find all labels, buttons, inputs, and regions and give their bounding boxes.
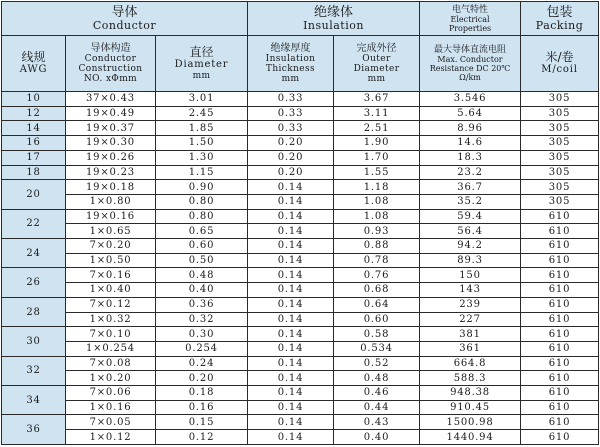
packing-cell: 610 — [521, 415, 599, 430]
construction-cell: 37×0.43 — [66, 92, 156, 107]
resistance-unit: Ω/km — [459, 73, 481, 82]
table-row — [2, 371, 599, 386]
table-row — [2, 415, 599, 430]
thickness-cell: 0.14 — [248, 327, 334, 342]
table-row — [2, 268, 599, 283]
header-electrical — [420, 2, 521, 36]
outer-cell: 0.40 — [334, 430, 420, 445]
packing-cell: 305 — [521, 136, 599, 151]
header-diameter — [156, 36, 248, 92]
awg-cell: 26 — [2, 268, 66, 297]
thickness-cell: 0.14 — [248, 209, 334, 224]
resistance-cell: 94.2 — [420, 239, 521, 254]
insulation-en: Insulation — [303, 18, 364, 32]
resistance-en1: Max. Conductor — [437, 55, 503, 64]
awg-cell: 34 — [2, 386, 66, 415]
outer-cell: 1.55 — [334, 165, 420, 180]
header-thickness — [248, 36, 334, 92]
resistance-cell: 150 — [420, 268, 521, 283]
electrical-zh: 电气特性 — [452, 4, 489, 15]
diameter-cell: 0.24 — [156, 356, 248, 371]
construction-cell: 1×0.12 — [66, 430, 156, 445]
packing-cell: 305 — [521, 194, 599, 209]
diameter-cell: 0.254 — [156, 341, 248, 356]
construction-en1: Conductor — [84, 54, 137, 64]
outer-cell: 0.60 — [334, 312, 420, 327]
thickness-unit: mm — [281, 74, 300, 84]
conductor-en: Conductor — [92, 18, 157, 32]
thickness-cell: 0.14 — [248, 430, 334, 445]
outer-cell: 0.46 — [334, 386, 420, 401]
diameter-cell: 0.32 — [156, 312, 248, 327]
awg-en: AWG — [19, 64, 48, 75]
packing-cell: 305 — [521, 106, 599, 121]
outer-cell: 1.08 — [334, 194, 420, 209]
awg-cell: 24 — [2, 239, 66, 268]
outer-unit: mm — [367, 74, 386, 84]
packing-cell: 610 — [521, 209, 599, 224]
diameter-cell: 0.15 — [156, 415, 248, 430]
table-row — [2, 180, 599, 195]
outer-cell: 0.48 — [334, 371, 420, 386]
awg-zh: 线规 — [21, 50, 46, 64]
awg-cell: 30 — [2, 327, 66, 356]
diameter-en: Diameter — [174, 59, 229, 70]
header-conductor — [2, 2, 248, 36]
thickness-en2: Thickness — [265, 64, 316, 74]
packing-zh: 包装 — [546, 4, 573, 20]
diameter-cell: 0.65 — [156, 224, 248, 239]
thickness-cell: 0.14 — [248, 253, 334, 268]
resistance-cell: 239 — [420, 297, 521, 312]
construction-en2: Construction — [78, 64, 143, 74]
diameter-unit: mm — [192, 71, 211, 81]
resistance-cell: 3.546 — [420, 92, 521, 107]
packing-cell: 305 — [521, 92, 599, 107]
table-row — [2, 136, 599, 151]
resistance-cell: 227 — [420, 312, 521, 327]
awg-cell: 32 — [2, 356, 66, 385]
thickness-cell: 0.14 — [248, 180, 334, 195]
diameter-cell: 1.15 — [156, 165, 248, 180]
resistance-cell: 588.3 — [420, 371, 521, 386]
resistance-cell: 8.96 — [420, 121, 521, 136]
packing-cell: 610 — [521, 312, 599, 327]
packing-cell: 610 — [521, 356, 599, 371]
thickness-cell: 0.33 — [248, 121, 334, 136]
thickness-cell: 0.14 — [248, 194, 334, 209]
resistance-cell: 1440.94 — [420, 430, 521, 445]
thickness-cell: 0.14 — [248, 297, 334, 312]
insulation-zh: 绝缘体 — [314, 4, 354, 20]
resistance-cell: 89.3 — [420, 253, 521, 268]
construction-cell: 19×0.26 — [66, 150, 156, 165]
diameter-cell: 1.85 — [156, 121, 248, 136]
table-row — [2, 150, 599, 165]
thickness-cell: 0.14 — [248, 224, 334, 239]
packing-cell: 305 — [521, 165, 599, 180]
outer-cell: 0.88 — [334, 239, 420, 254]
packunit-en: M/coil — [541, 64, 578, 75]
construction-cell: 19×0.18 — [66, 180, 156, 195]
resistance-cell: 14.6 — [420, 136, 521, 151]
diameter-cell: 3.01 — [156, 92, 248, 107]
wire-spec-table — [1, 1, 599, 445]
table-row — [2, 224, 599, 239]
awg-cell: 12 — [2, 106, 66, 121]
thickness-cell: 0.14 — [248, 356, 334, 371]
outer-cell: 0.43 — [334, 415, 420, 430]
resistance-cell: 381 — [420, 327, 521, 342]
diameter-cell: 1.30 — [156, 150, 248, 165]
thickness-cell: 0.14 — [248, 371, 334, 386]
thickness-cell: 0.14 — [248, 283, 334, 298]
electrical-en2: Properties — [448, 23, 492, 33]
table-row — [2, 297, 599, 312]
construction-cell: 19×0.23 — [66, 165, 156, 180]
construction-cell: 1×0.40 — [66, 283, 156, 298]
awg-cell: 10 — [2, 92, 66, 107]
outer-cell: 1.70 — [334, 150, 420, 165]
table-row — [2, 356, 599, 371]
outer-cell: 0.534 — [334, 341, 420, 356]
outer-en1: Outer — [362, 54, 391, 64]
outer-cell: 0.76 — [334, 268, 420, 283]
construction-cell: 1×0.20 — [66, 371, 156, 386]
construction-cell: 7×0.08 — [66, 356, 156, 371]
table-row — [2, 165, 599, 180]
construction-cell: 7×0.10 — [66, 327, 156, 342]
construction-cell: 7×0.16 — [66, 268, 156, 283]
thickness-en1: Insulation — [265, 54, 316, 64]
resistance-cell: 56.4 — [420, 224, 521, 239]
outer-cell: 0.44 — [334, 400, 420, 415]
construction-cell: 7×0.06 — [66, 386, 156, 401]
conductor-zh: 导体 — [111, 4, 138, 20]
table-row — [2, 430, 599, 445]
construction-cell: 7×0.05 — [66, 415, 156, 430]
table-row — [2, 209, 599, 224]
outer-cell: 0.64 — [334, 297, 420, 312]
diameter-cell: 0.48 — [156, 268, 248, 283]
header-packing-unit — [521, 36, 599, 92]
header-awg — [2, 36, 66, 92]
thickness-cell: 0.14 — [248, 415, 334, 430]
table-row — [2, 253, 599, 268]
resistance-cell: 59.4 — [420, 209, 521, 224]
construction-cell: 19×0.49 — [66, 106, 156, 121]
resistance-cell: 910.45 — [420, 400, 521, 415]
resistance-cell: 1500.98 — [420, 415, 521, 430]
diameter-cell: 1.50 — [156, 136, 248, 151]
table-row — [2, 194, 599, 209]
diameter-cell: 0.90 — [156, 180, 248, 195]
outer-en2: Diameter — [353, 64, 400, 74]
diameter-cell: 0.36 — [156, 297, 248, 312]
table-row — [2, 386, 599, 401]
packing-cell: 610 — [521, 341, 599, 356]
diameter-cell: 0.30 — [156, 327, 248, 342]
resistance-en2: Resistance DC 20℃ — [429, 64, 511, 73]
construction-cell: 1×0.50 — [66, 253, 156, 268]
table-row — [2, 121, 599, 136]
packing-cell: 610 — [521, 371, 599, 386]
resistance-cell: 664.8 — [420, 356, 521, 371]
diameter-cell: 0.18 — [156, 386, 248, 401]
resistance-cell: 143 — [420, 283, 521, 298]
resistance-cell: 361 — [420, 341, 521, 356]
resistance-cell: 948.38 — [420, 386, 521, 401]
outer-cell: 1.18 — [334, 180, 420, 195]
resistance-cell: 5.64 — [420, 106, 521, 121]
outer-cell: 0.68 — [334, 283, 420, 298]
construction-unit: NO. xΦmm — [83, 74, 138, 84]
thickness-zh: 绝缘厚度 — [270, 43, 311, 54]
packing-cell: 610 — [521, 400, 599, 415]
thickness-cell: 0.14 — [248, 341, 334, 356]
resistance-cell: 23.2 — [420, 165, 521, 180]
construction-cell: 1×0.80 — [66, 194, 156, 209]
outer-cell: 0.58 — [334, 327, 420, 342]
resistance-zh: 最大导体直流电阻 — [434, 45, 507, 55]
table-row — [2, 239, 599, 254]
outer-cell: 3.67 — [334, 92, 420, 107]
diameter-cell: 0.50 — [156, 253, 248, 268]
construction-cell: 1×0.16 — [66, 400, 156, 415]
outer-cell: 1.90 — [334, 136, 420, 151]
table-row — [2, 327, 599, 342]
awg-cell: 28 — [2, 297, 66, 326]
diameter-cell: 0.60 — [156, 239, 248, 254]
electrical-en1: Electrical — [450, 14, 490, 24]
construction-cell: 19×0.30 — [66, 136, 156, 151]
thickness-cell: 0.14 — [248, 386, 334, 401]
thickness-cell: 0.14 — [248, 268, 334, 283]
packing-cell: 610 — [521, 268, 599, 283]
thickness-cell: 0.20 — [248, 136, 334, 151]
header-insulation — [248, 2, 420, 36]
table-row — [2, 92, 599, 107]
packunit-zh: 米/卷 — [545, 50, 574, 64]
awg-cell: 17 — [2, 150, 66, 165]
awg-cell: 18 — [2, 165, 66, 180]
awg-cell: 14 — [2, 121, 66, 136]
packing-cell: 610 — [521, 297, 599, 312]
diameter-cell: 0.16 — [156, 400, 248, 415]
construction-cell: 1×0.254 — [66, 341, 156, 356]
table-row — [2, 312, 599, 327]
outer-cell: 1.08 — [334, 209, 420, 224]
thickness-cell: 0.14 — [248, 400, 334, 415]
diameter-zh: 直径 — [189, 45, 214, 59]
table-body — [2, 92, 599, 445]
construction-cell: 1×0.65 — [66, 224, 156, 239]
packing-en: Packing — [535, 18, 584, 32]
awg-cell: 36 — [2, 415, 66, 445]
diameter-cell: 0.40 — [156, 283, 248, 298]
outer-zh: 完成外径 — [356, 43, 397, 54]
outer-cell: 2.51 — [334, 121, 420, 136]
thickness-cell: 0.20 — [248, 165, 334, 180]
packing-cell: 305 — [521, 121, 599, 136]
resistance-cell: 18.3 — [420, 150, 521, 165]
packing-cell: 610 — [521, 224, 599, 239]
awg-cell: 22 — [2, 209, 66, 238]
thickness-cell: 0.20 — [248, 150, 334, 165]
header-packing — [521, 2, 599, 36]
awg-cell: 20 — [2, 180, 66, 209]
diameter-cell: 2.45 — [156, 106, 248, 121]
table-row — [2, 341, 599, 356]
packing-cell: 610 — [521, 239, 599, 254]
header-resistance — [420, 36, 521, 92]
construction-cell: 1×0.32 — [66, 312, 156, 327]
awg-cell: 16 — [2, 136, 66, 151]
table-row — [2, 400, 599, 415]
packing-cell: 610 — [521, 327, 599, 342]
table-row — [2, 106, 599, 121]
construction-cell: 19×0.16 — [66, 209, 156, 224]
resistance-cell: 36.7 — [420, 180, 521, 195]
diameter-cell: 0.80 — [156, 209, 248, 224]
packing-cell: 610 — [521, 386, 599, 401]
packing-cell: 610 — [521, 253, 599, 268]
resistance-cell: 35.2 — [420, 194, 521, 209]
outer-cell: 0.52 — [334, 356, 420, 371]
packing-cell: 305 — [521, 150, 599, 165]
construction-cell: 7×0.12 — [66, 297, 156, 312]
diameter-cell: 0.12 — [156, 430, 248, 445]
packing-cell: 305 — [521, 180, 599, 195]
thickness-cell: 0.33 — [248, 92, 334, 107]
header-outer-diameter — [334, 36, 420, 92]
construction-zh: 导体构造 — [90, 43, 131, 54]
outer-cell: 0.93 — [334, 224, 420, 239]
header-construction — [66, 36, 156, 92]
construction-cell: 7×0.20 — [66, 239, 156, 254]
packing-cell: 610 — [521, 430, 599, 445]
construction-cell: 19×0.37 — [66, 121, 156, 136]
packing-cell: 610 — [521, 283, 599, 298]
diameter-cell: 0.20 — [156, 371, 248, 386]
thickness-cell: 0.33 — [248, 106, 334, 121]
outer-cell: 0.78 — [334, 253, 420, 268]
thickness-cell: 0.14 — [248, 239, 334, 254]
diameter-cell: 0.80 — [156, 194, 248, 209]
thickness-cell: 0.14 — [248, 312, 334, 327]
table-row — [2, 283, 599, 298]
outer-cell: 3.11 — [334, 106, 420, 121]
